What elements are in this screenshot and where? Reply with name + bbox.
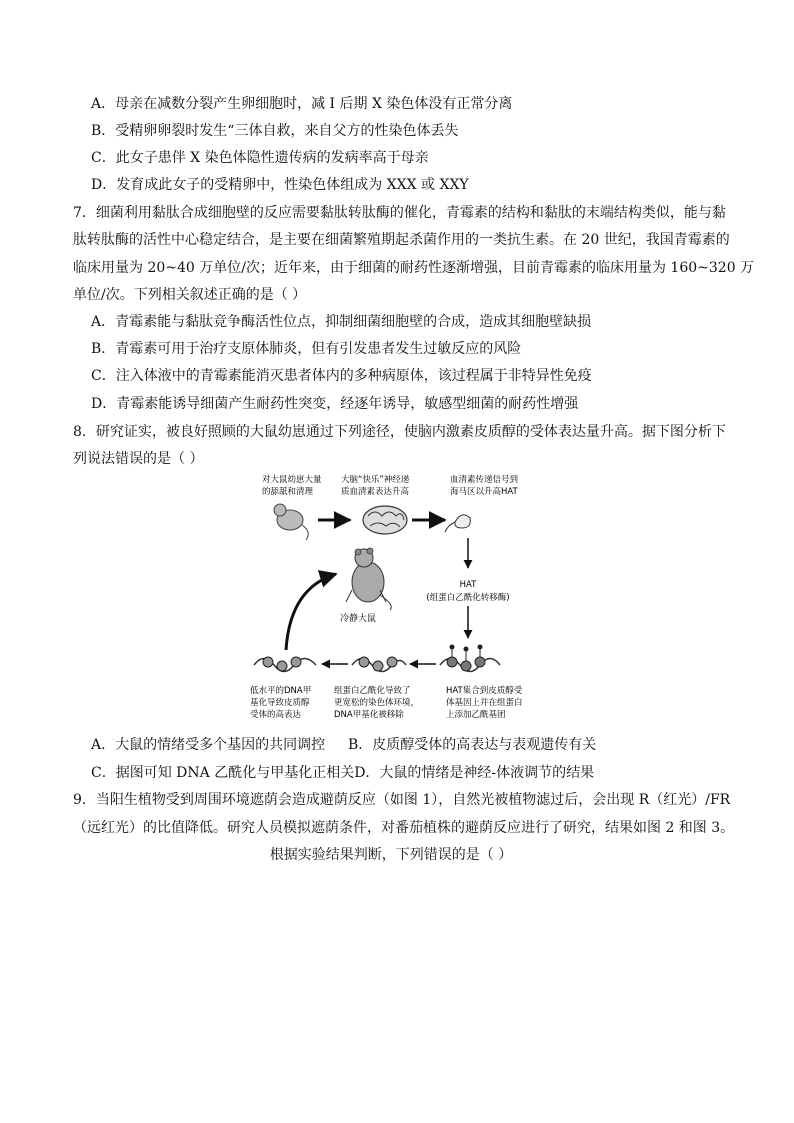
q8-option-b: B．皮质醇受体的高表达与表观遗传有关 xyxy=(348,737,597,753)
step5-text-1: 组蛋白乙酰化导致了 xyxy=(334,686,411,696)
step6-text-2: 基化导致皮质醇 xyxy=(250,698,310,708)
step5-text-2: 更宽松的染色体环境， xyxy=(334,698,420,708)
step6-text-3: 受体的高表达 xyxy=(250,710,302,720)
step1-text-1: 对大鼠幼崽大量 xyxy=(262,475,322,485)
chromosome-right-icon xyxy=(440,645,500,672)
q7-option-b: B．青霉素可用于治疗支原体肺炎，但有引发患者发生过敏反应的风险 xyxy=(91,341,522,357)
rat-pup-icon xyxy=(274,504,308,540)
epigenetics-diagram xyxy=(240,470,570,730)
arrow-curve xyxy=(286,574,336,650)
q8-stem-line-2: 列说法错误的是（ ） xyxy=(73,451,204,467)
calm-rat-icon xyxy=(346,548,391,610)
q6-option-d: D．发育成此女子的受精卵中，性染色体组成为 XXX 或 XXY xyxy=(91,177,469,193)
q9-stem-line-3: 根据实验结果判断，下列错误的是（ ） xyxy=(269,847,513,863)
q7-stem-line-3: 临床用量为 20~40 万单位/次；近年来，由于细菌的耐药性逐渐增强，目前青霉素的临床用量为 160~320 万 xyxy=(73,260,755,276)
q7-stem-line-4: 单位/次。下列相关叙述正确的是（ ） xyxy=(73,287,307,303)
q7-stem-line-1: 7．细菌利用黏肽合成细胞壁的反应需要黏肽转肽酶的催化，青霉素的结构和黏肽的末端结构类似，能与黏 xyxy=(73,205,726,221)
q7-option-d: D．青霉素能诱导细菌产生耐药性突变，经逐年诱导，敏感型细菌的耐药性增强 xyxy=(91,396,579,412)
step2-text-2: 质血清素表达升高 xyxy=(341,487,410,497)
hippocampus-icon xyxy=(445,515,470,532)
q9-stem-line-1: 9．当阳生植物受到周围环境遮荫会造成避荫反应（如图 1），自然光被植物滤过后，会出现 R（红光）/FR xyxy=(73,792,731,808)
hat-full-name: (组蛋白乙酰化转移酶) xyxy=(426,593,510,603)
calm-rat-label: 冷静大鼠 xyxy=(339,614,377,624)
q7-option-c: C．注入体液中的青霉素能消灭患者体内的多种病原体，该过程属于非特异性免疫 xyxy=(91,368,592,384)
step6-text-1: 低水平的DNA甲 xyxy=(250,686,312,696)
q8-stem-line-1: 8．研究证实，被良好照顾的大鼠幼崽通过下列途径，使脑内激素皮质醇的受体表达量升高。据下图分析下 xyxy=(73,424,726,440)
hat-label: HAT xyxy=(459,580,477,590)
q8-option-a: A．大鼠的情绪受多个基因的共同调控 xyxy=(91,737,326,753)
q8-option-cd: C．据图可知 DNA 乙酰化与甲基化正相关D．大鼠的情绪是神经-体液调节的结果 xyxy=(91,765,595,781)
q9-stem-line-2: （远红光）的比值降低。研究人员模拟遮荫条件，对番茄植株的避荫反应进行了研究，结果如图 2 和图 3。 xyxy=(73,820,735,836)
step2-text-1: 大脑“快乐”神经递 xyxy=(341,475,410,485)
q6-option-c: C．此女子患伴 X 染色体隐性遗传病的发病率高于母亲 xyxy=(91,150,429,166)
q7-stem-line-2: 肽转肽酶的活性中心稳定结合，是主要在细菌繁殖期起杀菌作用的一类抗生素。在 20 世纪，我国青霉素的 xyxy=(73,232,730,248)
q6-option-a: A．母亲在减数分裂产生卵细胞时，减 I 后期 X 染色体没有正常分离 xyxy=(91,96,513,112)
q7-option-a: A．青霉素能与黏肽竞争酶活性位点，抑制细菌细胞壁的合成，造成其细胞壁缺损 xyxy=(91,314,592,330)
step3-text-2: 海马区以升高HAT xyxy=(450,487,518,497)
step4-text-2: 体基因上并在组蛋白 xyxy=(446,698,523,708)
chromosome-left-icon xyxy=(254,657,316,672)
step1-text-2: 的舔舐和清理 xyxy=(262,487,314,497)
q6-option-b: B．受精卵卵裂时发生“三体自救，来自父方的性染色体丢失 xyxy=(91,123,459,139)
step4-text-1: HAT集合到皮质醇受 xyxy=(446,686,523,696)
chromosome-middle-icon xyxy=(352,657,406,672)
brain-icon xyxy=(363,506,407,534)
step3-text-1: 血清素传递信号到 xyxy=(450,475,519,485)
step5-text-3: DNA甲基化被移除 xyxy=(334,710,404,720)
step4-text-3: 上添加乙酰基团 xyxy=(446,710,506,720)
